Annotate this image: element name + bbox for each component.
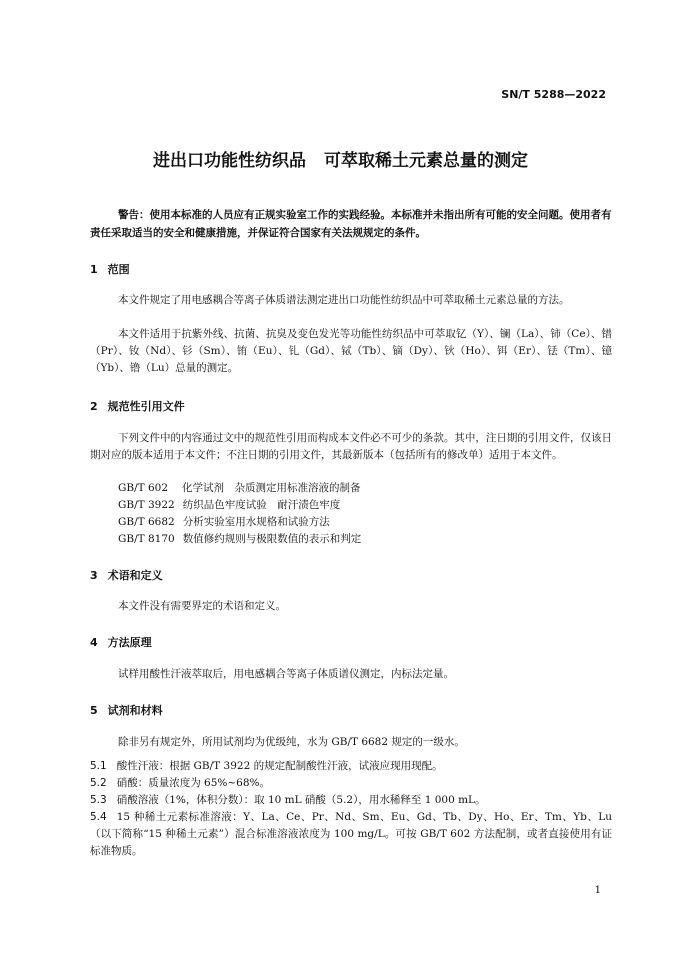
title-part2: 可萃取稀土元素总量的测定 <box>324 151 528 171</box>
section-number: 2 <box>90 400 98 413</box>
safety-warning: 警告：使用本标准的人员应有正规实验室工作的实践经验。本标准并未指出所有可能的安全问题。使用者有责任采取适当的安全和健康措施，并保证符合国家有关法规规定的条件。 <box>90 209 612 239</box>
page-title <box>0 146 681 171</box>
item-number: 5.1 <box>90 760 107 772</box>
section-1-heading <box>90 261 130 277</box>
page-number: 1 <box>594 885 601 896</box>
section-1-paragraph-2: 本文件适用于抗紫外线、抗菌、抗臭及变色发光等功能性纺织品中可萃取钇（Y）、镧（La）、铈（Ce）、镨（Pr）、钕（Nd）、钐（Sm）、铕（Eu）、钆（Gd）、铽（Tb）、镝（Dy）、钬（Ho）、铒（Er）、铥（Tm）、镱（Yb）、镥（Lu）总量的测定。 <box>90 328 612 374</box>
reference-code: GB/T 8170 <box>118 533 175 545</box>
section-2-paragraph-1: 下列文件中的内容通过文中的规范性引用而构成本文件必不可少的条款。其中，注日期的引用文件，仅该日期对应的版本适用于本文件；不注日期的引用文件，其最新版本（包括所有的修改单）适用于本文件。 <box>90 432 612 461</box>
reference-item <box>118 497 340 514</box>
title-part1: 进出口功能性纺织品 <box>153 151 306 171</box>
section-title: 方法原理 <box>107 636 152 649</box>
section-3-paragraph-1: 本文件没有需要界定的术语和定义。 <box>118 600 286 612</box>
item-number: 5.2 <box>90 777 107 789</box>
reference-name: 分析实验室用水规格和试验方法 <box>182 516 330 528</box>
reference-name: 纺织品色牢度试验 耐汗渍色牢度 <box>182 499 341 511</box>
list-item <box>90 758 612 775</box>
section-number: 5 <box>90 704 98 717</box>
section-title: 术语和定义 <box>107 569 163 582</box>
section-number: 4 <box>90 636 98 649</box>
item-text: 硝酸溶液（1%，体积分数）：取 10 mL 硝酸（5.2），用水稀释至 1 000 mL。 <box>116 794 486 806</box>
list-item <box>90 792 612 809</box>
section-3-heading <box>90 567 163 583</box>
section-title: 试剂和材料 <box>107 704 163 717</box>
reference-item <box>118 480 361 497</box>
standard-code: SN/T 5288—2022 <box>501 88 606 101</box>
list-item <box>90 775 612 792</box>
list-item <box>90 809 612 860</box>
reference-item <box>118 514 330 531</box>
section-title: 规范性引用文件 <box>107 400 185 413</box>
section-5-paragraph-1: 除非另有规定外，所用试剂均为优级纯，水为 GB/T 6682 规定的一级水。 <box>118 736 465 748</box>
item-number: 5.4 <box>90 811 107 823</box>
reference-code: GB/T 602 <box>118 482 169 494</box>
section-title: 范围 <box>107 263 130 276</box>
section-5-heading <box>90 702 163 718</box>
section-4-paragraph-1: 试样用酸性汗液萃取后，用电感耦合等离子体质谱仪测定，内标法定量。 <box>118 668 454 680</box>
reference-code: GB/T 6682 <box>118 516 175 528</box>
reference-name: 数值修约规则与极限数值的表示和判定 <box>182 533 362 545</box>
section-number: 1 <box>90 263 98 276</box>
item-text: 酸性汗液：根据 GB/T 3922 的规定配制酸性汗液，试液应现用现配。 <box>116 760 443 772</box>
reference-code: GB/T 3922 <box>118 499 175 511</box>
section-2-heading <box>90 398 185 414</box>
section-4-heading <box>90 634 152 650</box>
item-number: 5.3 <box>90 794 107 806</box>
reference-item <box>118 531 361 548</box>
section-number: 3 <box>90 569 98 582</box>
item-text: 硝酸：质量浓度为 65%~68%。 <box>116 777 271 789</box>
reference-name: 化学试剂 杂质测定用标准溶液的制备 <box>182 482 361 494</box>
item-text: 15 种稀土元素标准溶液：Y、La、Ce、Pr、Nd、Sm、Eu、Gd、Tb、Dy、Ho、Er、Tm、Yb、Lu（以下简称“15 种稀土元素”）混合标准溶液浓度为 100 mg/L。可按 GB/T 602 方法配制，或者直接使用有证标准物质。 <box>90 811 612 857</box>
section-1-paragraph-1: 本文件规定了用电感耦合等离子体质谱法测定进出口功能性纺织品中可萃取稀土元素总量的方法。 <box>118 294 570 306</box>
